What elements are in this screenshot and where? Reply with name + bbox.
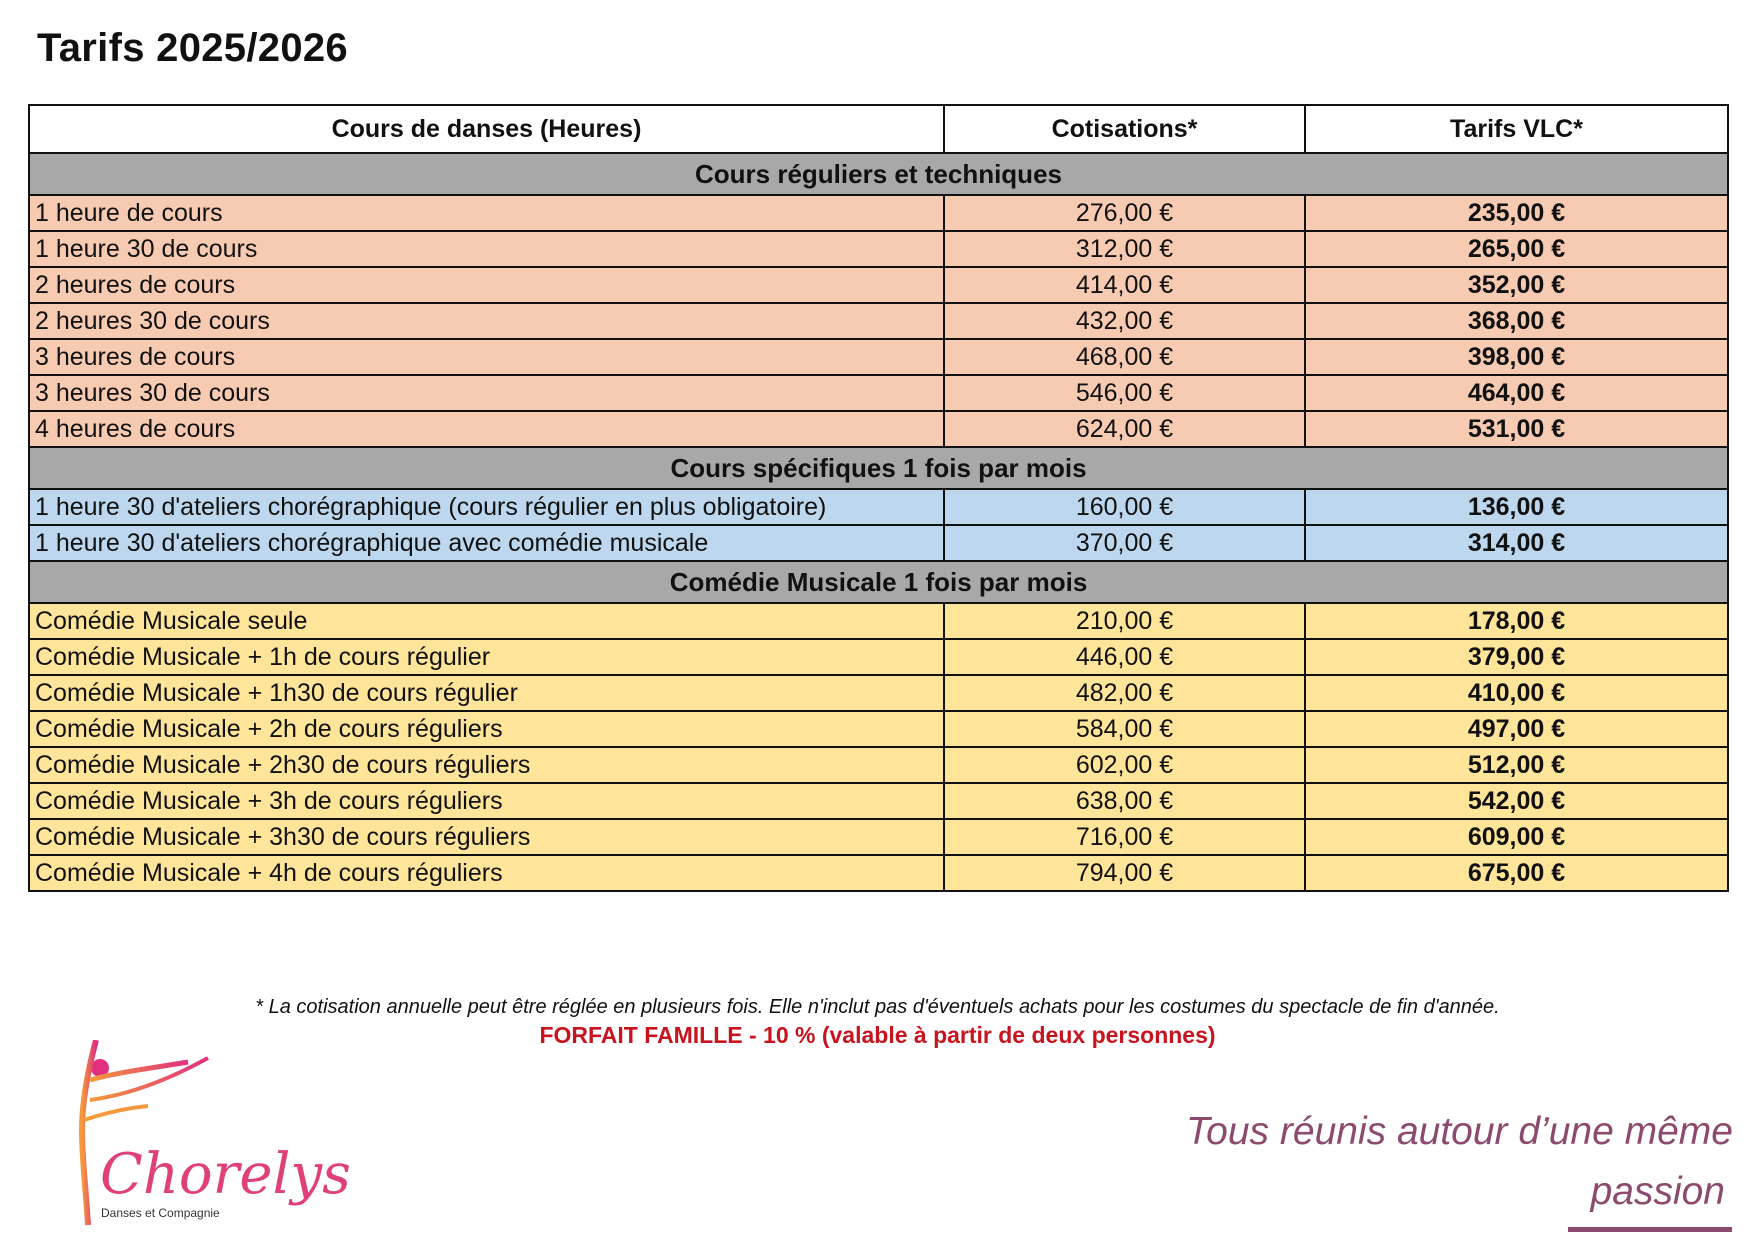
tagline-line-2: passion [1590, 1170, 1725, 1213]
row-label: Comédie Musicale + 3h30 de cours réguliers [29, 819, 944, 855]
section-header-row [29, 153, 1728, 195]
row-cotisation: 546,00 € [944, 375, 1305, 411]
table-header-row [29, 105, 1728, 153]
row-label: Comédie Musicale + 1h de cours régulier [29, 639, 944, 675]
table-row [29, 339, 1728, 375]
table-row [29, 489, 1728, 525]
table-row [29, 639, 1728, 675]
forfait-famille: FORFAIT FAMILLE - 10 % (valable à partir de deux personnes) [539, 1022, 1216, 1048]
row-cotisation: 210,00 € [944, 603, 1305, 639]
row-tarif-vlc: 398,00 € [1305, 339, 1728, 375]
header-cotisations: Cotisations* [944, 105, 1305, 153]
table-row [29, 783, 1728, 819]
row-label: Comédie Musicale + 2h30 de cours réguliers [29, 747, 944, 783]
row-tarif-vlc: 265,00 € [1305, 231, 1728, 267]
logo-name: Chorelys [100, 1142, 351, 1207]
row-cotisation: 446,00 € [944, 639, 1305, 675]
section-title: Cours spécifiques 1 fois par mois [29, 447, 1728, 489]
row-label: Comédie Musicale + 3h de cours réguliers [29, 783, 944, 819]
logo-subtitle: Danses et Compagnie [101, 1206, 220, 1220]
row-label: Comédie Musicale + 2h de cours réguliers [29, 711, 944, 747]
row-cotisation: 624,00 € [944, 411, 1305, 447]
row-label: 3 heures de cours [29, 339, 944, 375]
row-tarif-vlc: 542,00 € [1305, 783, 1728, 819]
table-row [29, 267, 1728, 303]
row-label: 1 heure de cours [29, 195, 944, 231]
row-cotisation: 370,00 € [944, 525, 1305, 561]
section-title: Comédie Musicale 1 fois par mois [29, 561, 1728, 603]
row-label: 1 heure 30 de cours [29, 231, 944, 267]
section-header-row [29, 447, 1728, 489]
row-label: 3 heures 30 de cours [29, 375, 944, 411]
tagline-line-1: Tous réunis autour d’une même [1185, 1110, 1733, 1153]
header-cours: Cours de danses (Heures) [29, 105, 944, 153]
table-row [29, 711, 1728, 747]
row-tarif-vlc: 531,00 € [1305, 411, 1728, 447]
row-cotisation: 584,00 € [944, 711, 1305, 747]
row-cotisation: 602,00 € [944, 747, 1305, 783]
row-label: Comédie Musicale + 1h30 de cours régulier [29, 675, 944, 711]
row-cotisation: 160,00 € [944, 489, 1305, 525]
row-cotisation: 794,00 € [944, 855, 1305, 891]
row-tarif-vlc: 497,00 € [1305, 711, 1728, 747]
row-tarif-vlc: 379,00 € [1305, 639, 1728, 675]
row-tarif-vlc: 235,00 € [1305, 195, 1728, 231]
table-row [29, 231, 1728, 267]
row-cotisation: 468,00 € [944, 339, 1305, 375]
row-tarif-vlc: 675,00 € [1305, 855, 1728, 891]
row-tarif-vlc: 410,00 € [1305, 675, 1728, 711]
row-tarif-vlc: 512,00 € [1305, 747, 1728, 783]
tarifs-table [28, 104, 1729, 892]
tagline-underline [1568, 1227, 1732, 1232]
footnote: * La cotisation annuelle peut être réglée en plusieurs fois. Elle n'inclut pas d'éventuels achats pour les costumes du spectacle de fin d'année. [255, 996, 1500, 1018]
row-label: 2 heures 30 de cours [29, 303, 944, 339]
row-cotisation: 312,00 € [944, 231, 1305, 267]
row-label: 2 heures de cours [29, 267, 944, 303]
row-tarif-vlc: 368,00 € [1305, 303, 1728, 339]
row-tarif-vlc: 178,00 € [1305, 603, 1728, 639]
table-row [29, 819, 1728, 855]
table-row [29, 747, 1728, 783]
row-cotisation: 482,00 € [944, 675, 1305, 711]
row-tarif-vlc: 314,00 € [1305, 525, 1728, 561]
table-row [29, 195, 1728, 231]
section-title: Cours réguliers et techniques [29, 153, 1728, 195]
row-cotisation: 716,00 € [944, 819, 1305, 855]
row-tarif-vlc: 464,00 € [1305, 375, 1728, 411]
row-tarif-vlc: 609,00 € [1305, 819, 1728, 855]
row-cotisation: 414,00 € [944, 267, 1305, 303]
row-cotisation: 432,00 € [944, 303, 1305, 339]
table-row [29, 375, 1728, 411]
header-tarifs-vlc: Tarifs VLC* [1305, 105, 1728, 153]
table-row [29, 411, 1728, 447]
table-row [29, 303, 1728, 339]
row-label: 1 heure 30 d'ateliers chorégraphique avec comédie musicale [29, 525, 944, 561]
table-row [29, 525, 1728, 561]
table-row [29, 603, 1728, 639]
row-cotisation: 638,00 € [944, 783, 1305, 819]
row-label: Comédie Musicale + 4h de cours réguliers [29, 855, 944, 891]
row-cotisation: 276,00 € [944, 195, 1305, 231]
table-row [29, 675, 1728, 711]
row-label: 1 heure 30 d'ateliers chorégraphique (cours régulier en plus obligatoire) [29, 489, 944, 525]
row-label: 4 heures de cours [29, 411, 944, 447]
table-row [29, 855, 1728, 891]
row-tarif-vlc: 352,00 € [1305, 267, 1728, 303]
row-label: Comédie Musicale seule [29, 603, 944, 639]
page-title: Tarifs 2025/2026 [37, 26, 348, 70]
row-tarif-vlc: 136,00 € [1305, 489, 1728, 525]
section-header-row [29, 561, 1728, 603]
